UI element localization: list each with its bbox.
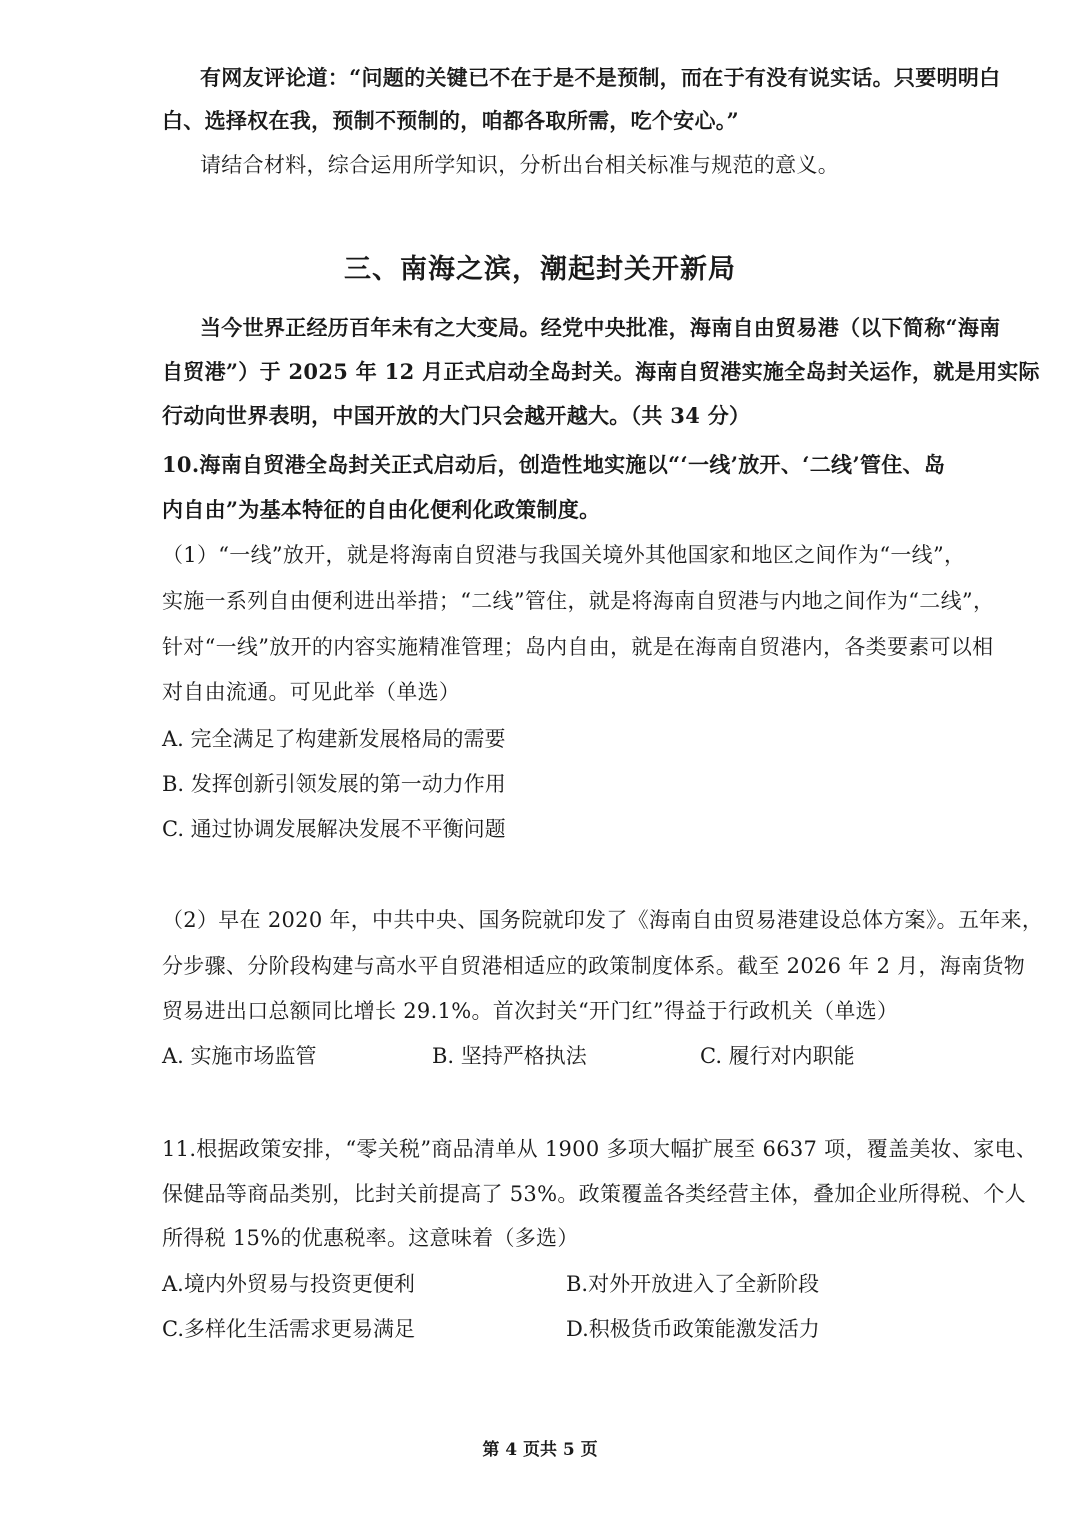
q11-stem-line-3: 所得税 15%的优惠税率。这意味着（多选）: [162, 1226, 579, 1250]
quote-line-2: 白、选择权在我，预制不预制的，咱都各取所需，吃个安心。”: [162, 108, 739, 133]
q10-2-stem-line-3: 贸易进出口总额同比增长 29.1%。首次封关“开门红”得益于行政机关（单选）: [162, 999, 899, 1023]
q11-stem-line-2: 保健品等商品类别，比封关前提高了 53%。政策覆盖各类经营主体，叠加企业所得税、个人: [162, 1182, 1026, 1206]
intro-line-2: 自贸港”）于 2025 年 12 月正式启动全岛封关。海南自贸港实施全岛封关运作，就是用实际: [162, 359, 1040, 384]
q11-option-c: C.多样化生活需求更易满足: [162, 1317, 415, 1341]
q10-1-stem-line-4: 对自由流通。可见此举（单选）: [162, 680, 461, 704]
intro-line-3: 行动向世界表明，中国开放的大门只会越开越大。（共 34 分）: [162, 403, 751, 428]
q10-2-option-a: A. 实施市场监管: [162, 1044, 317, 1068]
q10-1-option-c: C. 通过协调发展解决发展不平衡问题: [162, 817, 506, 841]
q11-option-a: A.境内外贸易与投资更便利: [162, 1272, 415, 1296]
page-footer: 第 4 页共 5 页: [482, 1440, 598, 1460]
q10-2-option-b: B. 坚持严格执法: [432, 1044, 587, 1068]
q11-stem-line-1: 11.根据政策安排，“零关税”商品清单从 1900 多项大幅扩展至 6637 项，覆盖美妆、家电、: [162, 1137, 1038, 1161]
q10-1-option-b: B. 发挥创新引领发展的第一动力作用: [162, 772, 506, 796]
q10-1-stem-line-1: （1）“一线”放开，就是将海南自贸港与我国关境外其他国家和地区之间作为“一线”，: [162, 543, 966, 567]
q10-stem-line-1: 10.海南自贸港全岛封关正式启动后，创造性地实施以“‘一线’放开、‘二线’管住、岛: [162, 452, 946, 477]
intro-line-1: 当今世界正经历百年未有之大变局。经党中央批准，海南自由贸易港（以下简称“海南: [200, 315, 1001, 340]
q11-option-d: D.积极货币政策能激发活力: [566, 1317, 820, 1341]
q10-stem-line-2: 内自由”为基本特征的自由化便利化政策制度。: [162, 497, 601, 522]
q10-2-stem-line-2: 分步骤、分阶段构建与高水平自贸港相适应的政策制度体系。截至 2026 年 2 月，海南货物: [162, 954, 1026, 978]
question-prompt: 请结合材料，综合运用所学知识，分析出台相关标准与规范的意义。: [200, 153, 839, 177]
quote-line-1: 有网友评论道：“问题的关键已不在于是不是预制，而在于有没有说实话。只要明明白: [200, 65, 1001, 90]
q10-2-option-c: C. 履行对内职能: [700, 1044, 855, 1068]
section-title: 三、南海之滨，潮起封关开新局: [344, 254, 736, 285]
q10-1-stem-line-3: 针对“一线”放开的内容实施精准管理；岛内自由，就是在海南自贸港内，各类要素可以相: [162, 635, 994, 659]
q11-option-b: B.对外开放进入了全新阶段: [566, 1272, 820, 1296]
q10-1-stem-line-2: 实施一系列自由便利进出举措；“二线”管住，就是将海南自贸港与内地之间作为“二线”，: [162, 589, 995, 613]
q10-2-stem-line-1: （2）早在 2020 年，中共中央、国务院就印发了《海南自由贸易港建设总体方案》。五年来，: [162, 908, 1044, 932]
q10-1-option-a: A. 完全满足了构建新发展格局的需要: [162, 727, 506, 751]
